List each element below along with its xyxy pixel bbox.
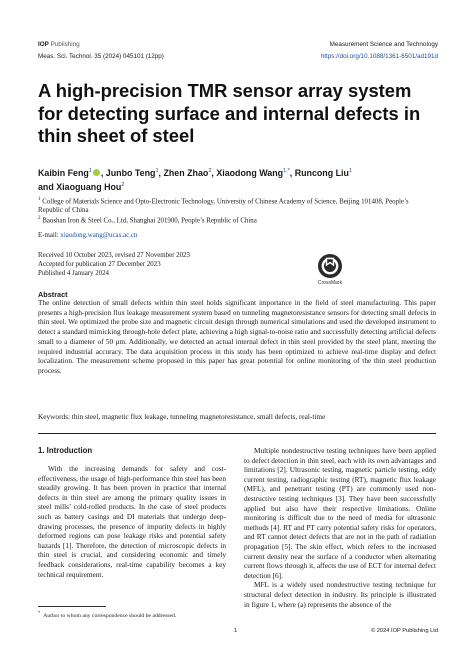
body-paragraph: With the increasing demands for safety and cost-effectiveness, the usage of high-performance thin steel has been steadily growing. It has been proven in practice that internal defects in thin steel are among the primary quality issues in steel mills’ cold-rolled products. In the case of steel products such as battery casings and DI materials that undergo deep-drawing processes, the presence of impurity defects in highly deformed regions can pose leakage risks and potential safety hazards [1]. Therefore, the detection of microscopic defects in thin steel is crucial, and considering economic and timely feedback considerations, real-time capability becomes a key technical requirement. — [38, 464, 226, 579]
crossmark-icon — [317, 253, 343, 279]
email-link[interactable]: xiaodong.wang@ucas.ac.cn — [60, 232, 138, 239]
running-header-top — [38, 41, 438, 48]
contact-email — [38, 232, 137, 239]
section-divider — [38, 433, 436, 434]
received-date: Received 10 October 2023, revised 27 November 2023 — [38, 252, 190, 259]
author-affil-sup: 1 — [88, 168, 92, 174]
footnote-mark: * — [38, 610, 41, 615]
footnote-text: Author to whom any correspondence should be addressed. — [43, 612, 177, 619]
citation: Meas. Sci. Technol. 35 (2024) 045101 (12pp) — [38, 53, 164, 60]
author-affil-sup: 2 — [208, 168, 212, 174]
crossmark-badge[interactable] — [308, 253, 352, 286]
author-name: Junbo Teng — [105, 167, 156, 178]
author-affil-sup: 2 — [121, 181, 125, 188]
author-affil-sup: 1 — [155, 168, 159, 174]
publisher-name-rest: Publishing — [50, 41, 80, 48]
paper-title: A high-precision TMR sensor array system for detecting surface and internal defects in thin sheet of steel — [38, 80, 421, 146]
journal-name: Measurement Science and Technology — [329, 41, 438, 48]
page-number: 1 — [234, 628, 238, 634]
published-date: Published 4 January 2024 — [38, 270, 110, 277]
section-heading: 1. Introduction — [38, 446, 93, 455]
affiliation-text: College of Materials Science and Opto-Electronic Technology, University of Chinese Academy of Science, Beijing 101408, People’s Republic of China — [38, 198, 409, 215]
keywords-label: Keywords: — [38, 412, 71, 421]
author-list: Kaibin Feng$^1$ , Junbo Teng$^1$, Zhen Zhao$^2$, Xiaodong Wang$^{1,*}$, Runcong Liu$^1$ and Xiaoguang Hou$^2$ — [38, 167, 352, 192]
affiliation-text: Baoshan Iron & Steel Co., Ltd, Shanghai 201900, People’s Republic of China — [42, 217, 257, 225]
abstract-text: The online detection of small defects within thin steel holds significant importance in the field of steel manufacturing. This paper presents a high-precision flux leakage measurement system based on tunneling magnetoresistance sensors for detecting small defects in thin steel. We optimized the probe size and magnetic circuit design through numerical simulations and used the developed instrument to detect a standard mimicking through-hole defect plate, achieving a high signal-to-noise ratio and successfully detecting artificial defects small to a diameter of 50 μm. Additionally, we detected an actual internal defect in thin steel provided by the steel plant, meeting the required industrial accuracy. The data acquisition process in this study has been optimized to achieve real-time display and defect localization. The measurement scheme proposed in this paper has great potential for online monitoring of the thin steel production process. — [38, 298, 436, 375]
orcid-icon[interactable] — [93, 169, 100, 176]
copyright: © 2024 IOP Publishing Ltd — [370, 628, 438, 634]
keywords-text: thin steel, magnetic flux leakage, tunneling magnetoresistance, small defects, real-time — [71, 412, 326, 421]
author-affil-sup: 1,* — [283, 168, 290, 174]
footnote — [38, 610, 176, 619]
affiliation — [38, 214, 434, 225]
affiliation-number: 1 — [38, 197, 41, 202]
body-paragraph: Multiple nondestructive testing techniques have been applied to defect detection in thin steel, each with its own advantages and limitations [2]. Ultrasonic testing, magnetic particle testing, eddy current testing, radiographic testing (RT), magnetic flux leakage (MFL), and penetrant testing (PT) are commonly used non-destructive testing techniques [3]. They have been successfully applied but also have their respective limitations. Online monitoring is difficult due to the need of media for ultrasonic methods [4]. RT and PT carry potential safety risks for operators, and RT cannot detect defects that are not in the path of radiation propagation [5]. The skin effect, which refers to the increased current density near the surface of a conductor when alternating current flows through it, affects the use of ECT for internal defect detection [6]. — [244, 446, 436, 580]
author-name: Runcong Liu — [294, 167, 349, 178]
doi-link[interactable]: https://doi.org/10.1088/1361-6501/ad191d — [320, 53, 438, 60]
email-label: E-mail: — [38, 232, 59, 239]
keywords — [38, 412, 436, 422]
crossmark-label: CrossMark — [317, 280, 343, 286]
column-right — [244, 446, 436, 609]
publication-dates — [38, 251, 190, 278]
publisher-logo — [38, 41, 80, 48]
author-name: Kaibin Feng — [38, 167, 89, 178]
affiliation-number: 2 — [38, 216, 41, 221]
author-name: Zhen Zhao — [163, 167, 209, 178]
publisher-name-strong: IOP — [38, 41, 49, 48]
author-name: Xiaoguang Hou — [56, 181, 122, 192]
accepted-date: Accepted for publication 27 December 2023 — [38, 261, 161, 268]
abstract-heading: Abstract — [38, 290, 68, 299]
column-left — [38, 464, 226, 579]
body-paragraph: MFL is a widely used nondestructive testing technique for structural defect detection in industry. Its principle is illustrated in figure 1, where (a) represents the absence of the — [244, 580, 436, 609]
running-header-citation — [38, 53, 438, 60]
footnote-divider — [38, 606, 106, 607]
affiliation — [38, 195, 434, 215]
author-affil-sup: 1 — [348, 168, 352, 174]
author-name: Xiaodong Wang — [216, 167, 284, 178]
